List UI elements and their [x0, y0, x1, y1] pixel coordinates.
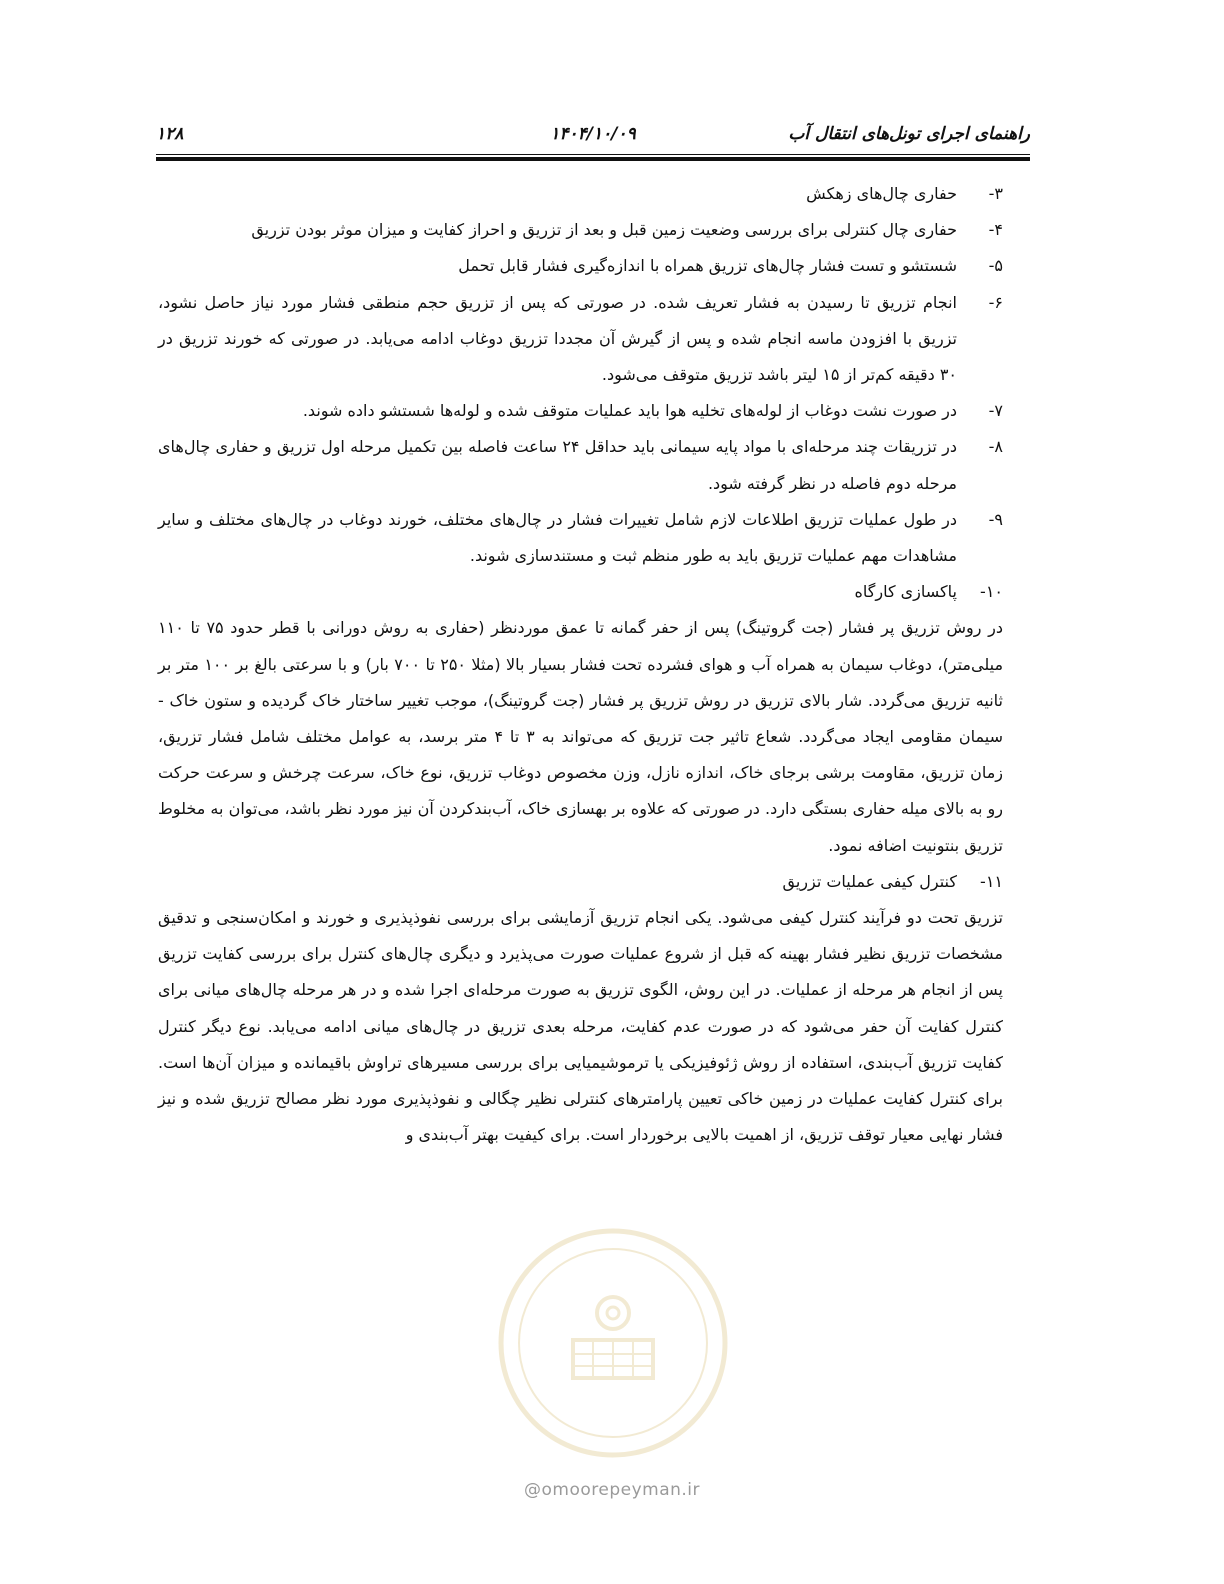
watermark-url: @omoorepeyman.ir — [523, 1480, 701, 1500]
item-text: کنترل کیفی عملیات تزریق — [782, 871, 957, 891]
item-text: در صورت نشت دوغاب از لوله‌های تخلیه هوا باید عملیات متوقف شده و لوله‌ها شستشو داده شوند. — [302, 401, 957, 421]
item-text: در تزریقات چند مرحله‌ای با مواد پایه سیمانی باید حداقل ۲۴ ساعت فاصله بین تکمیل مرحله اول تزریق و حفاری چال‌های مرحله دوم فاصله در نظر گرفته شود. — [158, 437, 958, 493]
item-text: پاکسازی کارگاه — [854, 582, 957, 602]
header-date: ۱۴۰۴/۱۰/۰۹ — [550, 124, 636, 144]
list-item — [158, 285, 1003, 394]
item-text: شستشو و تست فشار چال‌های تزریق همراه با اندازه‌گیری فشار قابل تحمل — [458, 256, 957, 276]
list-item — [158, 393, 1003, 429]
section-heading — [158, 574, 1003, 610]
item-number: ۹- — [988, 509, 1003, 529]
page-number: ۱۲۸ — [156, 124, 184, 144]
item-text: انجام تزریق تا رسیدن به فشار تعریف شده. در صورتی که پس از تزریق حجم منطقی فشار مورد نیاز حاصل نشود، تزریق با افزودن ماسه انجام شده و پس از گیرش آن مجددا تزریق دوغاب ادامه می‌یابد. در صورتی که خورند تزریق در ۳۰ دقیقه کم‌تر از ۱۵ لیتر باشد تزریق متوقف می‌شود. — [158, 292, 957, 385]
list-item — [158, 248, 1003, 284]
item-number: ۱۰- — [980, 582, 1003, 602]
item-number: ۴- — [988, 220, 1003, 240]
section-heading — [158, 864, 1003, 900]
list-item — [158, 429, 1003, 501]
list-item — [158, 176, 1003, 212]
item-text: در طول عملیات تزریق اطلاعات لازم شامل تغییرات فشار در چال‌های مختلف، خورند دوغاب در چال‌های مختلف و سایر مشاهدات مهم عملیات تزریق باید به طور منظم ثبت و مستندسازی شوند. — [158, 509, 957, 566]
item-number: ۱۱- — [980, 871, 1003, 891]
item-number: ۵- — [988, 256, 1003, 276]
book-title: راهنمای اجرای تونل‌های انتقال آب — [788, 124, 1030, 144]
list-item — [158, 502, 1003, 574]
header-rule-thin — [156, 154, 1030, 155]
item-text: حفاری چال‌های زهکش — [806, 184, 957, 203]
item-text: حفاری چال کنترلی برای بررسی وضعیت زمین قبل و بعد از تزریق و احراز کفایت و میزان موثر بودن تزریق — [251, 220, 957, 240]
item-number: ۷- — [988, 401, 1003, 421]
item-number: ۶- — [988, 292, 1003, 312]
watermark-seal-icon — [488, 1218, 738, 1468]
running-header — [156, 118, 1030, 152]
body-text — [158, 176, 1003, 1153]
item-number: ۸- — [988, 437, 1003, 457]
list-item — [158, 212, 1003, 248]
header-rule-thick — [156, 157, 1030, 161]
paragraph-jet-grouting: در روش تزریق پر فشار (جت گروتینگ) پس از حفر گمانه تا عمق موردنظر (حفاری به روش دورانی با قطر حدود ۷۵ تا ۱۱۰ میلی‌متر)، دوغاب سیمان به همراه آب و هوای فشرده تحت فشار بسیار بالا (مثلا ۲۵۰ تا ۷۰۰ بار) و با سرعتی بالغ بر ۱۰۰ متر بر ثانیه تزریق می‌گردد. شار بالای تزریق در روش تزریق پر فشار (جت گروتینگ)، موجب تغییر ساختار خاک گردیده و ستون خاک - سیمان مقاومی ایجاد می‌گردد. شعاع تاثیر جت تزریق که می‌تواند به ۳ تا ۴ متر برسد، به عوامل مختلف شامل فشار تزریق، زمان تزریق، مقاومت برشی برجای خاک، اندازه نازل، وزن مخصوص دوغاب تزریق، نوع خاک، سرعت چرخش و سرعت حرکت رو به بالای میله حفاری بستگی دارد. در صورتی که علاوه بر بهسازی خاک، آب‌بندکردن آن نیز مورد نظر باشد، می‌توان به مخلوط تزریق بنتونیت اضافه نمود. — [158, 618, 1004, 855]
item-number: ۳- — [988, 184, 1003, 203]
paragraph-quality-control: تزریق تحت دو فرآیند کنترل کیفی می‌شود. یکی انجام تزریق آزمایشی برای بررسی نفوذپذیری و خورند و امکان‌سنجی و تدقیق مشخصات تزریق نظیر فشار بهینه که قبل از شروع عملیات صورت می‌پذیرد و دیگری چال‌های کنترل برای بررسی کفایت تزریق پس از انجام هر مرحله از عملیات. در این روش، الگوی تزریق به صورت مرحله‌ای اجرا شده و در هر مرحله چال‌های میانی برای کنترل کفایت آن حفر می‌شود که در صورت عدم کفایت، مرحله بعدی تزریق در چال‌های میانی ادامه می‌یابد. نوع دیگر کنترل کفایت تزریق آب‌بندی، استفاده از روش ژئوفیزیکی یا ترموشیمیایی برای بررسی مسیرهای تراوش باقیمانده و میزان آن‌ها است. برای کنترل کفایت عملیات در زمین خاکی تعیین پارامترهای کنترلی نظیر چگالی و نفوذپذیری مورد نظر مصالح تزریق شده و نیز فشار نهایی معیار توقف تزریق، از اهمیت بالایی برخوردار است. برای کیفیت بهتر آب‌بندی و — [158, 908, 1003, 1145]
